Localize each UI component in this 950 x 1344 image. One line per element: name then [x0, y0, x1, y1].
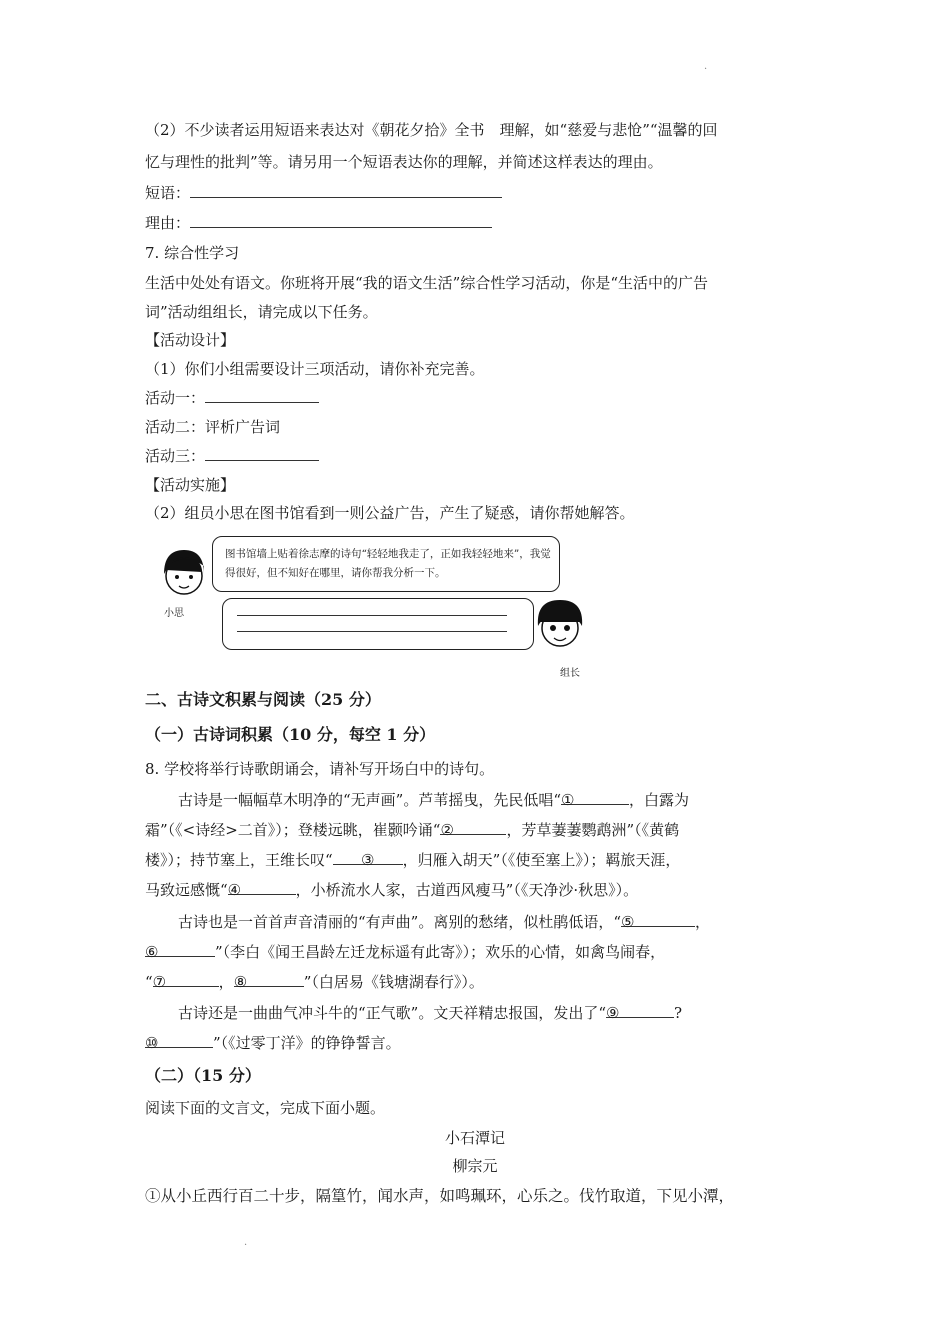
blank-8[interactable]: [233, 972, 304, 991]
answer-line-2[interactable]: [237, 631, 507, 632]
text: “: [145, 973, 153, 991]
blank-number: ⑦: [152, 973, 167, 991]
q7-title: 7. 综合性学习: [145, 244, 240, 262]
scan-speck: ·: [244, 1240, 248, 1251]
question-bubble: [212, 536, 560, 592]
blank-number: ⑩: [145, 1034, 159, 1052]
text: ”（白居易《钱塘湖春行》）。: [303, 973, 484, 991]
essay-author: 柳宗元: [452, 1157, 498, 1175]
scan-speck: ·: [704, 64, 708, 75]
section2-title: 二、古诗文积累与阅读（25 分）: [145, 690, 381, 709]
text: ，: [695, 913, 711, 931]
blank-number: ⑤: [621, 913, 635, 931]
impl-question: （2）组员小思在图书馆看到一则公益广告，产生了疑惑，请你帮她解答。: [145, 504, 635, 522]
reason-label: 理由：: [145, 214, 191, 232]
phrase-blank[interactable]: [190, 183, 502, 198]
poem-p1-l1: [178, 790, 689, 810]
blank-1[interactable]: [561, 790, 629, 809]
text: ”（《过零丁洋》的铮铮誓言。: [213, 1034, 401, 1052]
read-question: 阅读下面的文言文，完成下面小题。: [145, 1099, 386, 1117]
text: ，白露为: [629, 791, 690, 809]
q8-title: 8. 学校将举行诗歌朗诵会，请补写开场白中的诗句。: [145, 760, 495, 778]
text: ，芳草萋萋鹦鹉洲”（《黄鹤: [506, 821, 680, 839]
activity3-row: [145, 446, 319, 466]
text: 古诗也是一首首声音清丽的“有声曲”。离别的愁绪，似杜鹃低语，“: [178, 913, 622, 931]
activity3-label: 活动三：: [145, 447, 206, 465]
activity3-blank[interactable]: [205, 446, 319, 461]
bubble-text: 图书馆墙上贴着徐志摩的诗句“轻轻地我走了，正如我轻轻地来”，我觉得很好，但不知好在哪里，请你帮我分析一下。: [225, 548, 551, 579]
subsection1-title: （一）古诗词积累（10 分，每空 1 分）: [145, 725, 436, 744]
blank-number: ④: [227, 881, 242, 899]
q6-line1: （2）不少读者运用短语来表达对《朝花夕拾》全书 理解，如“慈爱与悲怆”“温馨的回: [145, 121, 718, 139]
answer-bubble[interactable]: [222, 598, 534, 650]
blank-number: ⑨: [606, 1004, 620, 1022]
blank-2[interactable]: [440, 820, 506, 839]
poem-p3-l1: [178, 1003, 682, 1023]
blank-number: ③: [360, 851, 375, 869]
poem-p2-l2: [145, 942, 665, 962]
q6-line2: 忆与理性的批判”等。请另用一个短语表达你的理解，并简述这样表达的理由。: [145, 153, 663, 171]
activity1-blank[interactable]: [205, 388, 319, 403]
blank-6[interactable]: [145, 942, 215, 961]
design-header: 【活动设计】: [145, 331, 236, 349]
essay-title: 小石潭记: [444, 1129, 505, 1147]
answer-line-1[interactable]: [237, 615, 507, 616]
text: 马致远感慨“: [145, 881, 228, 899]
impl-header: 【活动实施】: [145, 476, 236, 494]
poem-p3-l2: [145, 1033, 401, 1053]
text: ”（李白《闻王昌龄左迁龙标遥有此寄》）；欢乐的心情，如禽鸟闹春，: [215, 943, 666, 961]
activity2: 活动二：评析广告词: [145, 418, 281, 436]
subsection2-title: （二）（15 分）: [145, 1066, 261, 1085]
poem-p2-l3: [145, 972, 484, 992]
text: ?: [674, 1004, 683, 1022]
text: 楼》）；持节塞上，王维长叹“: [145, 851, 333, 869]
poem-p1-l3: [145, 850, 680, 870]
boy-caption: 组长: [560, 668, 580, 679]
poem-p1-l2: [145, 820, 679, 840]
q7-intro2: 词”活动组组长，请完成以下任务。: [145, 303, 378, 321]
reason-blank[interactable]: [190, 213, 492, 228]
q7-intro1: 生活中处处有语文。你班将开展“我的语文生活”综合性学习活动，你是“生活中的广告: [145, 274, 709, 292]
phrase-row: [145, 183, 502, 203]
activity1-row: [145, 388, 319, 408]
blank-number: ⑧: [233, 973, 248, 991]
girl-icon: [154, 544, 214, 604]
blank-10[interactable]: [145, 1033, 213, 1052]
essay-line1: ①从小丘西行百二十步，隔篁竹，闻水声，如鸣珮环，心乐之。伐竹取道，下见小潭，: [145, 1187, 735, 1205]
girl-caption: 小思: [164, 608, 184, 619]
blank-3[interactable]: [333, 850, 403, 869]
activity1-label: 活动一：: [145, 389, 206, 407]
text: ，小桥流水人家，古道西风瘦马”（《天净沙·秋思》）。: [295, 881, 639, 899]
dialogue-illustration: [150, 532, 590, 680]
blank-9[interactable]: [606, 1003, 674, 1022]
boy-icon: [530, 596, 590, 660]
reason-row: [145, 213, 492, 233]
text: ，: [218, 973, 234, 991]
poem-p2-l1: [178, 912, 710, 932]
text: 霜”（《<诗经>二首》）；登楼远眺，崔颢吟诵“: [145, 821, 441, 839]
text: 古诗还是一曲曲气冲斗牛的“正气歌”。文天祥精忠报国，发出了“: [178, 1004, 607, 1022]
blank-number: ⑥: [145, 943, 159, 961]
design-question: （1）你们小组需要设计三项活动，请你补充完善。: [145, 360, 485, 378]
blank-number: ①: [561, 791, 575, 809]
text: 古诗是一幅幅草木明净的“无声画”。芦苇摇曳，先民低唱“: [178, 791, 562, 809]
phrase-label: 短语：: [145, 184, 191, 202]
blank-7[interactable]: [152, 972, 219, 991]
blank-number: ②: [440, 821, 454, 839]
blank-5[interactable]: [621, 912, 695, 931]
poem-p1-l4: [145, 880, 638, 900]
blank-4[interactable]: [227, 880, 296, 899]
text: ，归雁入胡天”（《使至塞上》）；羁旅天涯，: [402, 851, 681, 869]
